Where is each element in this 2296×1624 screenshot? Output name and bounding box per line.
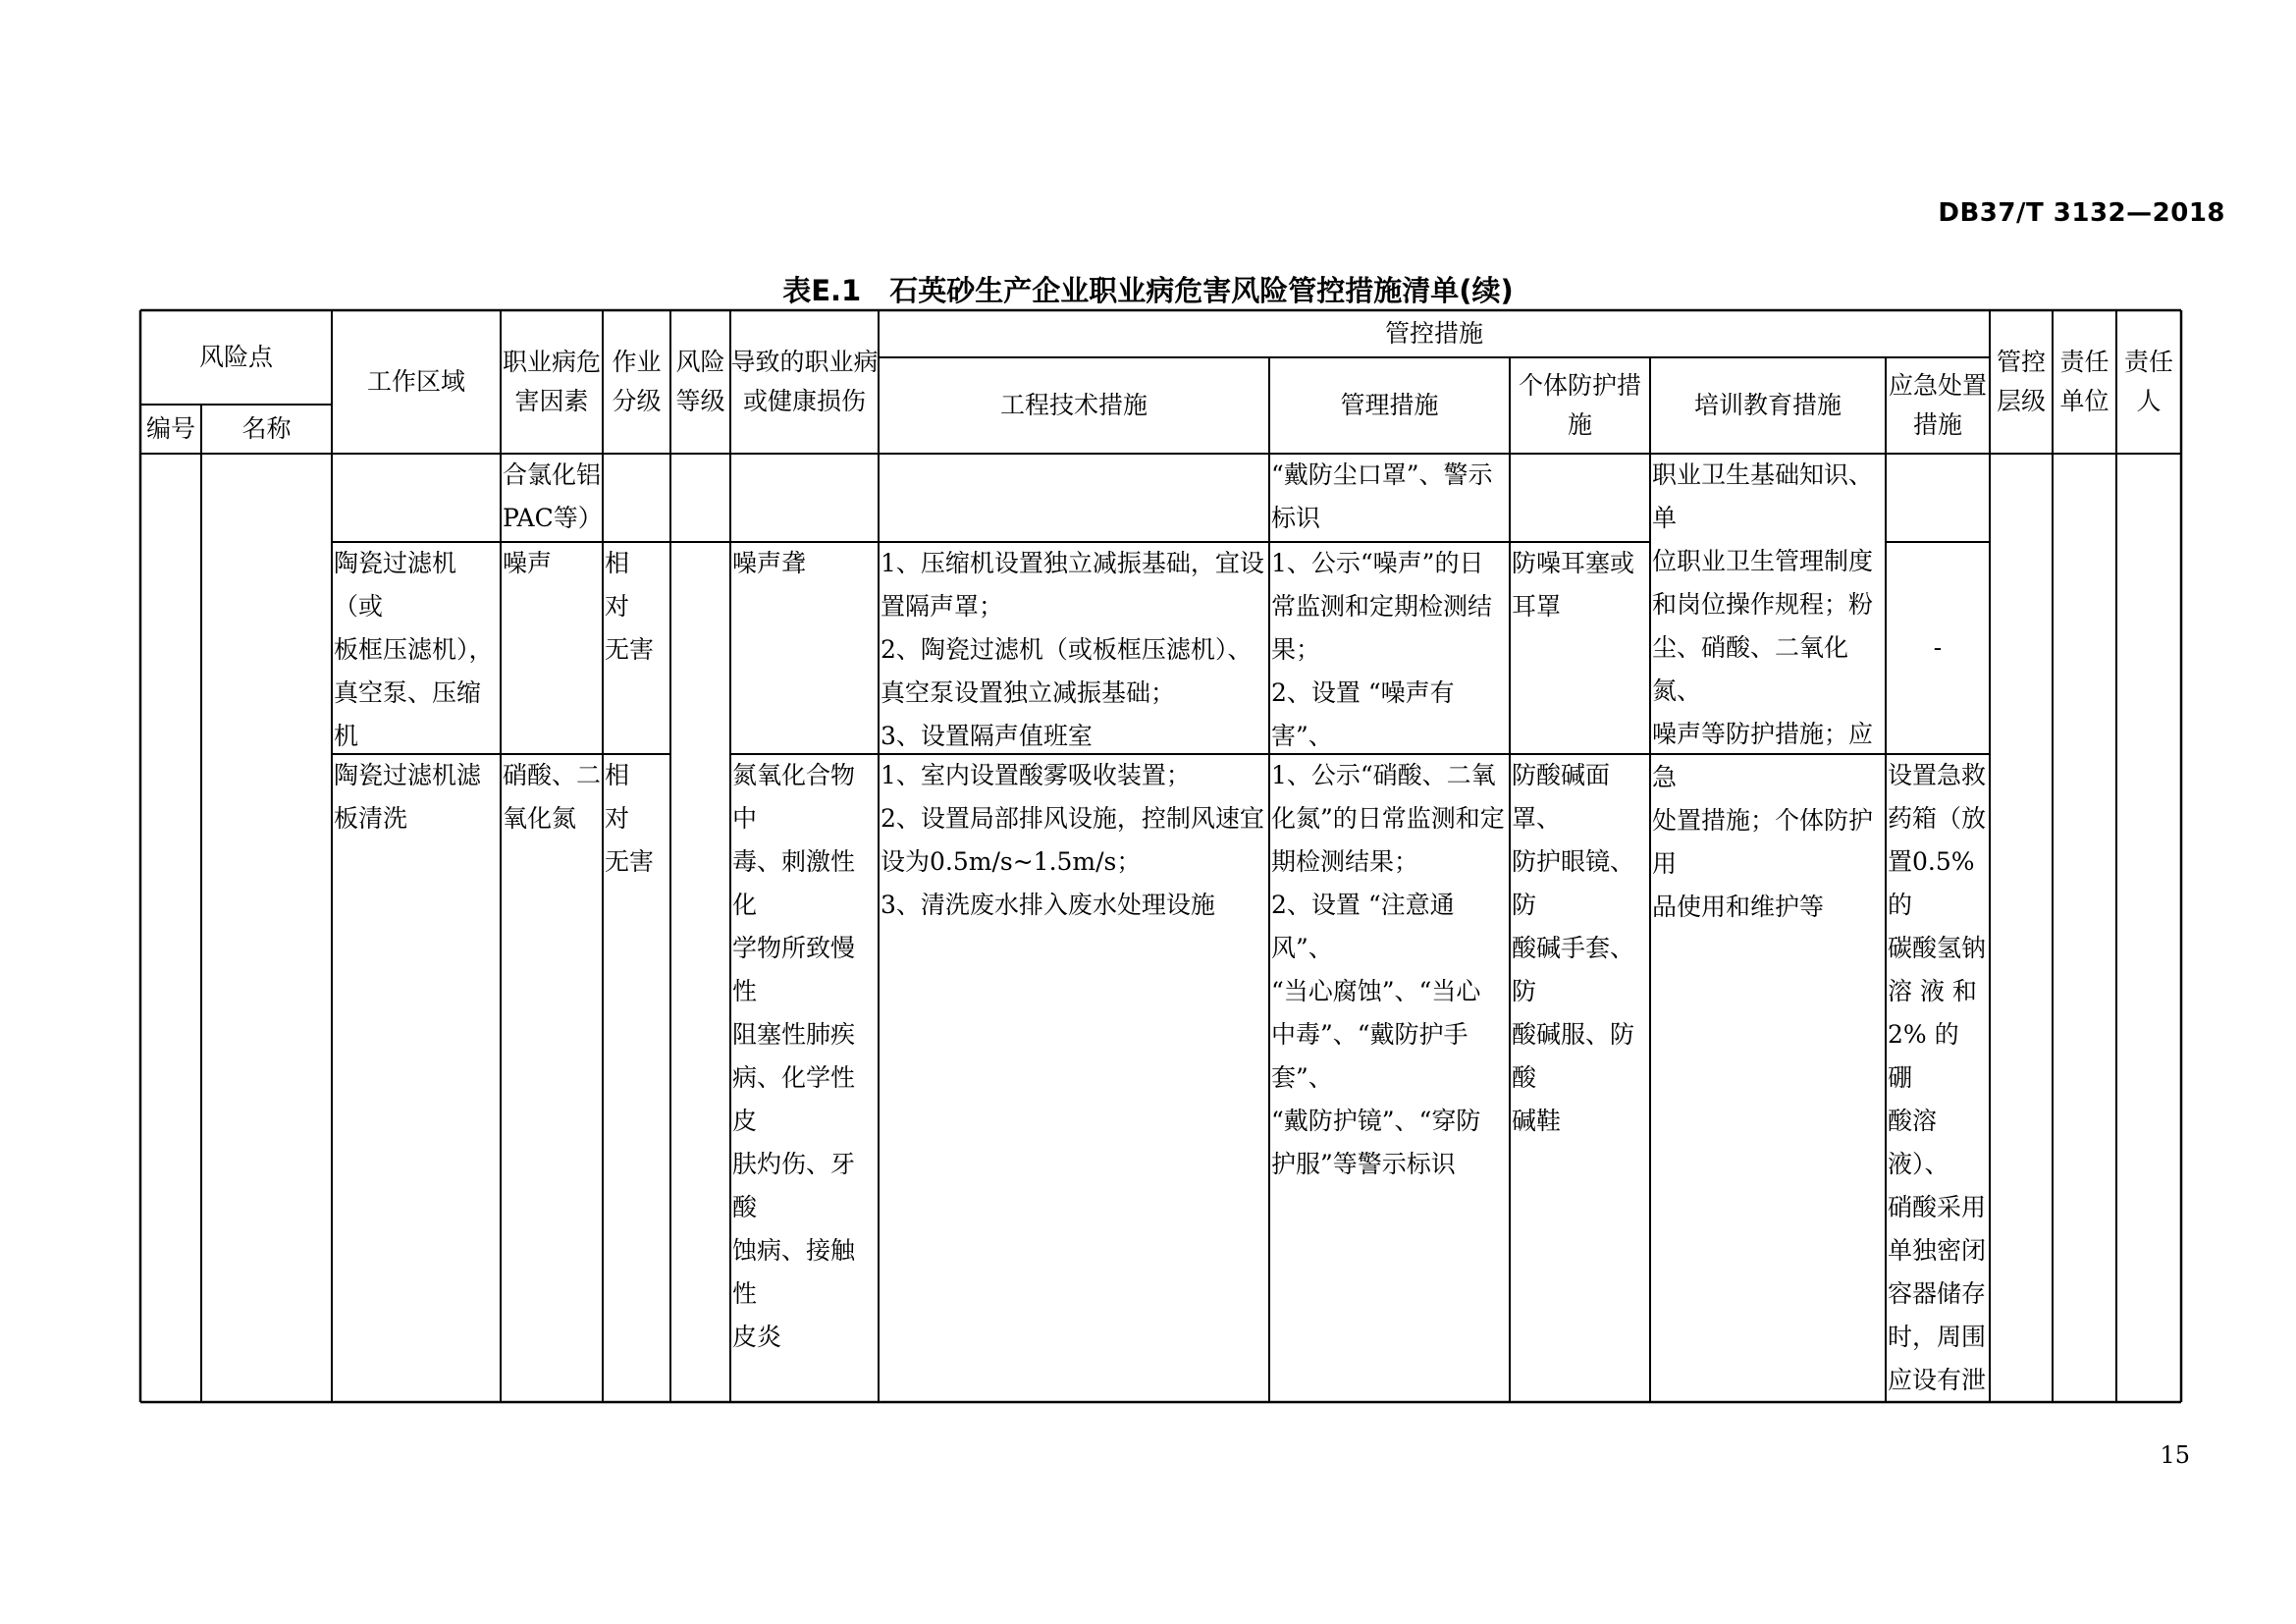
row3-work-area-cell: 陶瓷过滤机滤 板清洗 bbox=[334, 761, 482, 833]
page-number: 15 bbox=[2160, 1441, 2190, 1469]
row2-disease-cell: 噪声聋 bbox=[732, 549, 807, 577]
row1-management-cell: “戴防尘口罩”、警示 标识 bbox=[1271, 460, 1493, 532]
header-responsible-person: 责任人 bbox=[2123, 348, 2173, 415]
row2-ppe-cell: 防噪耳塞或 耳罩 bbox=[1512, 549, 1635, 621]
header-training-measures: 培训教育措施 bbox=[1693, 391, 1842, 419]
row2-operation-grade-cell: 相 对 无害 bbox=[605, 549, 655, 664]
row3-emergency-cell: 设置急救 药箱（放 置0.5%的 碳酸氢钠 溶 液 和 2% 的 硼 酸溶液）、 硝酸采用 单独密闭 容器储存 时，周围 应设有泄 bbox=[1888, 761, 1987, 1394]
header-operation-grade: 作业分级 bbox=[612, 348, 662, 415]
header-serial: 编号 bbox=[145, 414, 195, 443]
header-control-measures: 管控措施 bbox=[1384, 319, 1483, 348]
header-name: 名称 bbox=[241, 414, 292, 443]
row2-hazard-cell: 噪声 bbox=[503, 549, 553, 577]
header-risk-level: 风险等级 bbox=[675, 348, 725, 415]
header-responsible-unit: 责任单位 bbox=[2059, 348, 2109, 415]
header-engineering-measures: 工程技术措施 bbox=[999, 391, 1148, 419]
header-management-measures: 管理措施 bbox=[1340, 391, 1439, 419]
training-cell: 职业卫生基础知识、单 位职业卫生管理制度 和岗位操作规程；粉 尘、硝酸、二氧化氮、 噪声等防护措施；应急 处置措施；个体防护用 品使用和维护等 bbox=[1652, 460, 1874, 921]
row3-engineering-cell: 1、室内设置酸雾吸收装置； 2、设置局部排风设施，控制风速宜 设为0.5m/s~1.5m/s； 3、清洗废水排入废水处理设施 bbox=[881, 761, 1264, 919]
header-work-area: 工作区域 bbox=[366, 367, 465, 396]
row2-management-cell: 1、公示“噪声”的日 常监测和定期检测结 果； 2、设置 “噪声有害”、 bbox=[1271, 549, 1493, 750]
table-caption: 表E.1 石英砂生产企业职业病危害风险管控措施清单(续) bbox=[782, 274, 1514, 307]
header-occupational-disease: 导致的职业病或健康损伤 bbox=[730, 348, 879, 415]
row2-emergency-cell: - bbox=[1933, 633, 1943, 662]
row3-ppe-cell: 防酸碱面罩、 防护眼镜、防 酸碱手套、防 酸碱服、防酸 碱鞋 bbox=[1512, 761, 1635, 1135]
header-emergency-measures: 应急处置措施 bbox=[1888, 371, 1987, 439]
row2-work-area-cell: 陶瓷过滤机（或 板框压滤机）， 真空泵、压缩机 bbox=[334, 549, 494, 750]
header-control-level: 管控层级 bbox=[1996, 348, 2046, 415]
row1-hazard-cell: 合氯化铝 PAC等） bbox=[503, 460, 603, 532]
header-hazard-factor: 职业病危害因素 bbox=[502, 348, 601, 415]
row3-management-cell: 1、公示“硝酸、二氧 化氮”的日常监测和定 期检测结果； 2、设置 “注意通风”、 “当心腐蚀”、“当心 中毒”、“戴防护手套”、 “戴防护镜”、“穿防 护服”等警示标识 bbox=[1271, 761, 1505, 1178]
row3-operation-grade-cell: 相 对 无害 bbox=[605, 761, 655, 876]
header-risk-point: 风险点 bbox=[198, 343, 273, 371]
row3-disease-cell: 氮氧化合物中 毒、刺激性化 学物所致慢性 阻塞性肺疾 病、化学性皮 肤灼伤、牙酸 蚀病、接触性 皮炎 bbox=[732, 761, 856, 1351]
row3-hazard-cell: 硝酸、二 氧化氮 bbox=[503, 761, 602, 833]
document-code: DB37/T 3132—2018 bbox=[1938, 198, 2225, 228]
header-ppe-measures: 个体防护措施 bbox=[1518, 371, 1641, 439]
row2-engineering-cell: 1、压缩机设置独立减振基础，宜设 置隔声罩； 2、陶瓷过滤机（或板框压滤机）、 真空泵设置独立减振基础； 3、设置隔声值班室 bbox=[881, 549, 1264, 750]
